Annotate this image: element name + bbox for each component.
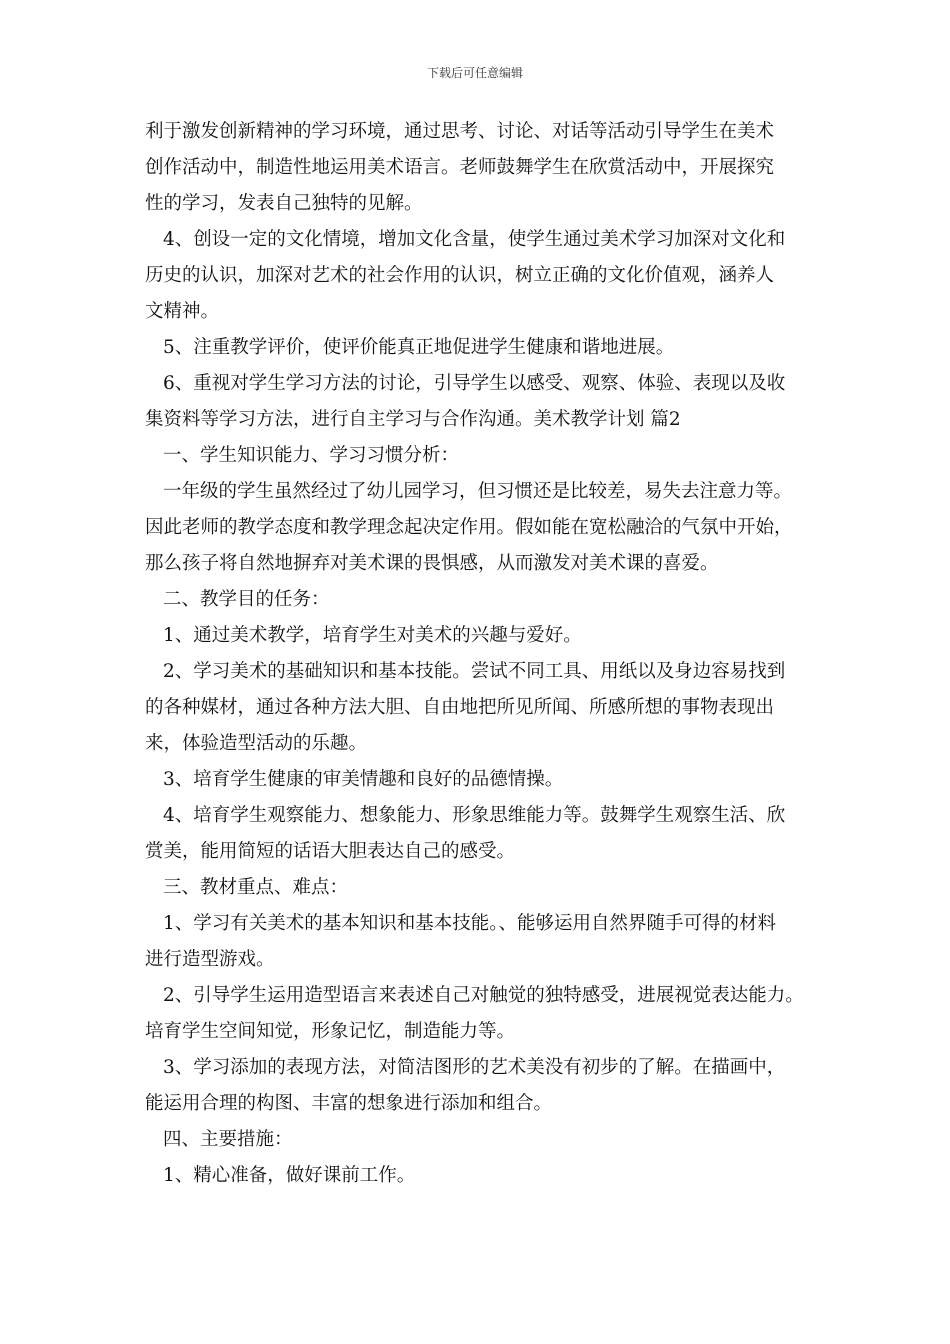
text-line: 1、学习有关美术的基本知识和基本技能。、能够运用自然界随手可得的材料 <box>163 913 777 934</box>
text-line: 的各种媒材，通过各种方法大胆、自由地把所见所闻、所感所想的事物表现出 <box>145 697 775 718</box>
text-line: 3、培育学生健康的审美情趣和良好的品德情操。 <box>163 769 564 790</box>
text-line: 1、通过美术教学，培育学生对美术的兴趣与爱好。 <box>163 625 582 646</box>
text-line: 一、学生知识能力、学习习惯分析： <box>163 445 460 466</box>
text-line: 来，体验造型活动的乐趣。 <box>145 733 368 754</box>
text-line: 1、精心准备，做好课前工作。 <box>163 1165 416 1186</box>
text-line: 三、教材重点、难点： <box>163 877 349 898</box>
text-line: 文精神。 <box>145 301 220 322</box>
text-line: 5、注重教学评价，使评价能真正地促进学生健康和谐地进展。 <box>163 337 675 358</box>
text-line: 4、培育学生观察能力、想象能力、形象思维能力等。鼓舞学生观察生活、欣 <box>163 805 786 826</box>
text-line: 那么孩子将自然地摒弃对美术课的畏惧感，从而激发对美术课的喜爱。 <box>145 553 719 574</box>
text-line: 性的学习，发表自己独特的见解。 <box>145 193 423 214</box>
text-line: 四、主要措施： <box>163 1129 293 1150</box>
text-line: 利于激发创新精神的学习环境，通过思考、讨论、对话等活动引导学生在美术 <box>145 121 775 142</box>
text-line: 创作活动中，制造性地运用美术语言。老师鼓舞学生在欣赏活动中，开展探究 <box>145 157 775 178</box>
text-line: 培育学生空间知觉，形象记忆，制造能力等。 <box>145 1021 516 1042</box>
text-line: 4、创设一定的文化情境，增加文化含量，使学生通过美术学习加深对文化和 <box>163 229 786 250</box>
text-line: 能运用合理的构图、丰富的想象进行添加和组合。 <box>145 1093 553 1114</box>
text-line: 一年级的学生虽然经过了幼儿园学习，但习惯还是比较差，易失去注意力等。 <box>163 481 793 502</box>
page-header: 下载后可任意编辑 <box>426 66 523 80</box>
text-line: 因此老师的教学态度和教学理念起决定作用。假如能在宽松融洽的气氛中开始， <box>145 517 793 538</box>
document-body <box>145 114 810 1194</box>
text-line: 历史的认识，加深对艺术的社会作用的认识，树立正确的文化价值观，涵养人 <box>145 265 775 286</box>
text-line: 集资料等学习方法，进行自主学习与合作沟通。美术教学计划 篇2 <box>145 409 681 430</box>
text-line: 赏美，能用简短的话语大胆表达自己的感受。 <box>145 841 516 862</box>
text-line: 二、教学目的任务： <box>163 589 330 610</box>
text-line: 进行造型游戏。 <box>145 949 275 970</box>
text-line: 2、学习美术的基础知识和基本技能。尝试不同工具、用纸以及身边容易找到 <box>163 661 786 682</box>
text-line: 6、重视对学生学习方法的讨论，引导学生以感受、观察、体验、表现以及收 <box>163 373 786 394</box>
text-line: 2、引导学生运用造型语言来表述自己对触觉的独特感受，进展视觉表达能力。 <box>163 985 804 1006</box>
text-line: 3、学习添加的表现方法，对简洁图形的艺术美没有初步的了解。在描画中， <box>163 1057 786 1078</box>
